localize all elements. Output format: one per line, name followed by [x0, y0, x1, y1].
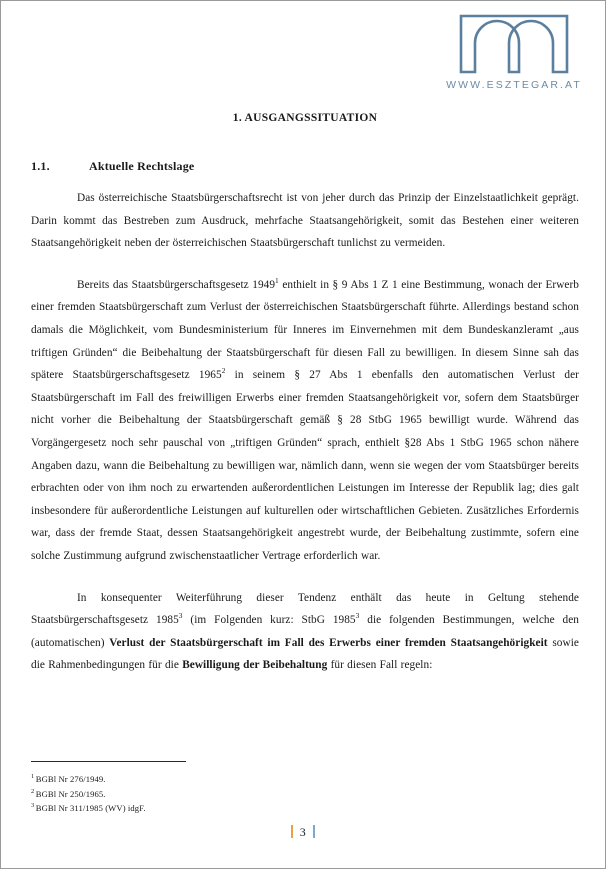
footnote-separator-rule — [31, 761, 186, 762]
footnote-ref-3a[interactable]: 3 — [178, 611, 183, 621]
footnote-mark: 1 — [31, 773, 35, 781]
logo-url-text: WWW.ESZTEGAR.AT — [446, 79, 582, 91]
page-number-bar-right — [313, 825, 315, 838]
paragraph-2-part-b: enthielt in § 9 Abs 1 Z 1 eine Bestimmung, wonach der Erwerb einer fremden Staatsbürgerschaft zum Verlust der österreichischen Staatsbürgerschaft führte. Allerdings bestand schon damals die Möglichkeit, vom Bundesministerium für Inneres im Einvernehmen mit dem Bundeskanzleramt „aus triftigen Gründen“ die Beibehaltung der Staatsbürgerschaft für diesen Fall zu bewilligen. In diesem Sinne sah das spätere Staatsbürgerschaftsgesetz 1965 — [31, 278, 579, 382]
paragraph-2 — [31, 274, 579, 568]
paragraph-3-part-d: sowie die Rahmenbedingungen für die — [31, 636, 579, 672]
footnote-text: BGBl Nr 311/1985 (WV) idgF. — [35, 803, 146, 813]
subheading-number: 1.1. — [31, 159, 50, 173]
footnote-ref-1[interactable]: 1 — [275, 276, 279, 286]
page-number-footer — [1, 825, 605, 840]
paragraph-2-part-a: Bereits das Staatsbürgerschaftsgesetz 1949 — [77, 278, 276, 291]
logo-block — [431, 9, 597, 95]
footnote-text: BGBl Nr 276/1949. — [35, 774, 106, 784]
paragraph-2-part-c: in seinem § 27 Abs 1 ebenfalls den automatischen Verlust der Staatsbürgerschaft im Fall des freiwilligen Erwerbs einer fremden Staatsangehörigkeit vor, sofern dem Staatsbürger nicht vorher die Beibehaltung der Staatsbürgerschaft gemäß § 28 StbG 1965 bewilligt wurde. Während das Vorgängergesetz noch sehr pauschal von „triftigen Gründen“ sprach, enthielt §28 Abs 1 StbG 1965 schon nähere Angaben dazu, wann die Beibehaltung zu bewilligen war, nämlich dann, wenn sie wegen der vom Staatsbürger bereits erbrachten oder von ihm noch zu erwartenden außerordentlichen Leistungen im Interesse der Republik lag; dies galt insbesondere für außerordentliche Leistungen auf kulturellen oder wirtschaftlichen Gebieten. Zusätzliches Erfordernis war, dass der fremde Staat, dessen Staatsangehörigkeit angestrebt wurde, der Beibehaltung zustimmte, sofern eine solche Zustimmung aufgrund zwischenstaatlicher Vertrage erforderlich war. — [31, 369, 579, 562]
paragraph-3-part-c: die folgenden Bestimmungen, welche den (automatischen) — [31, 614, 579, 649]
paragraph-3 — [31, 587, 579, 677]
page-number-value: 3 — [299, 825, 307, 839]
footnote-ref-2[interactable]: 2 — [221, 366, 226, 376]
footnote-area — [31, 761, 331, 816]
paragraph-3-emphasis-1: Verlust der Staatsbürgerschaft im Fall des Erwerbs einer fremden Staatsangehörigkeit — [109, 636, 548, 649]
footnote-item — [31, 801, 331, 816]
footnote-item — [31, 787, 331, 802]
footnote-text: BGBl Nr 250/1965. — [35, 788, 106, 799]
subheading-label: Aktuelle Rechtslage — [89, 159, 195, 173]
footnote-mark: 3 — [31, 802, 35, 810]
page-title: 1. AUSGANGSSITUATION — [232, 112, 378, 124]
footnote-mark: 2 — [31, 787, 35, 795]
footnote-item — [31, 772, 331, 787]
paragraph-1-text: Das österreichische Staatsbürgerschaftsrecht ist von jeher durch das Prinzip der Einzelstaatlichkeit geprägt. Darin kommt das Bestreben zum Ausdruck, mehrfache Staatsangehörigkeit, somit das Bestehen einer weiteren Staatsangehörigkeit neben der österreichischen Staatsbürgerschaft tunlichst zu vermeiden. — [31, 192, 579, 250]
page-number-bar-left — [291, 825, 293, 838]
esztegar-m-arch-logo-icon — [458, 13, 570, 75]
section-subheading — [31, 159, 579, 174]
paragraph-3-emphasis-2: Bewilligung der Beibehaltung — [182, 659, 328, 672]
paragraph-3-part-a: In konsequenter Weiterführung dieser Tendenz enthält das heute in Geltung stehende Staatsbürgerschaftsgesetz 1985 — [31, 591, 579, 627]
paragraph-3-part-e: für diesen Fall regeln: — [327, 659, 433, 672]
paragraph-3-part-b: (im Folgenden kurz: StbG 1985 — [182, 614, 356, 627]
paragraph-1 — [31, 187, 579, 255]
body-text-container — [31, 187, 579, 677]
footnote-ref-3b[interactable]: 3 — [355, 611, 360, 621]
